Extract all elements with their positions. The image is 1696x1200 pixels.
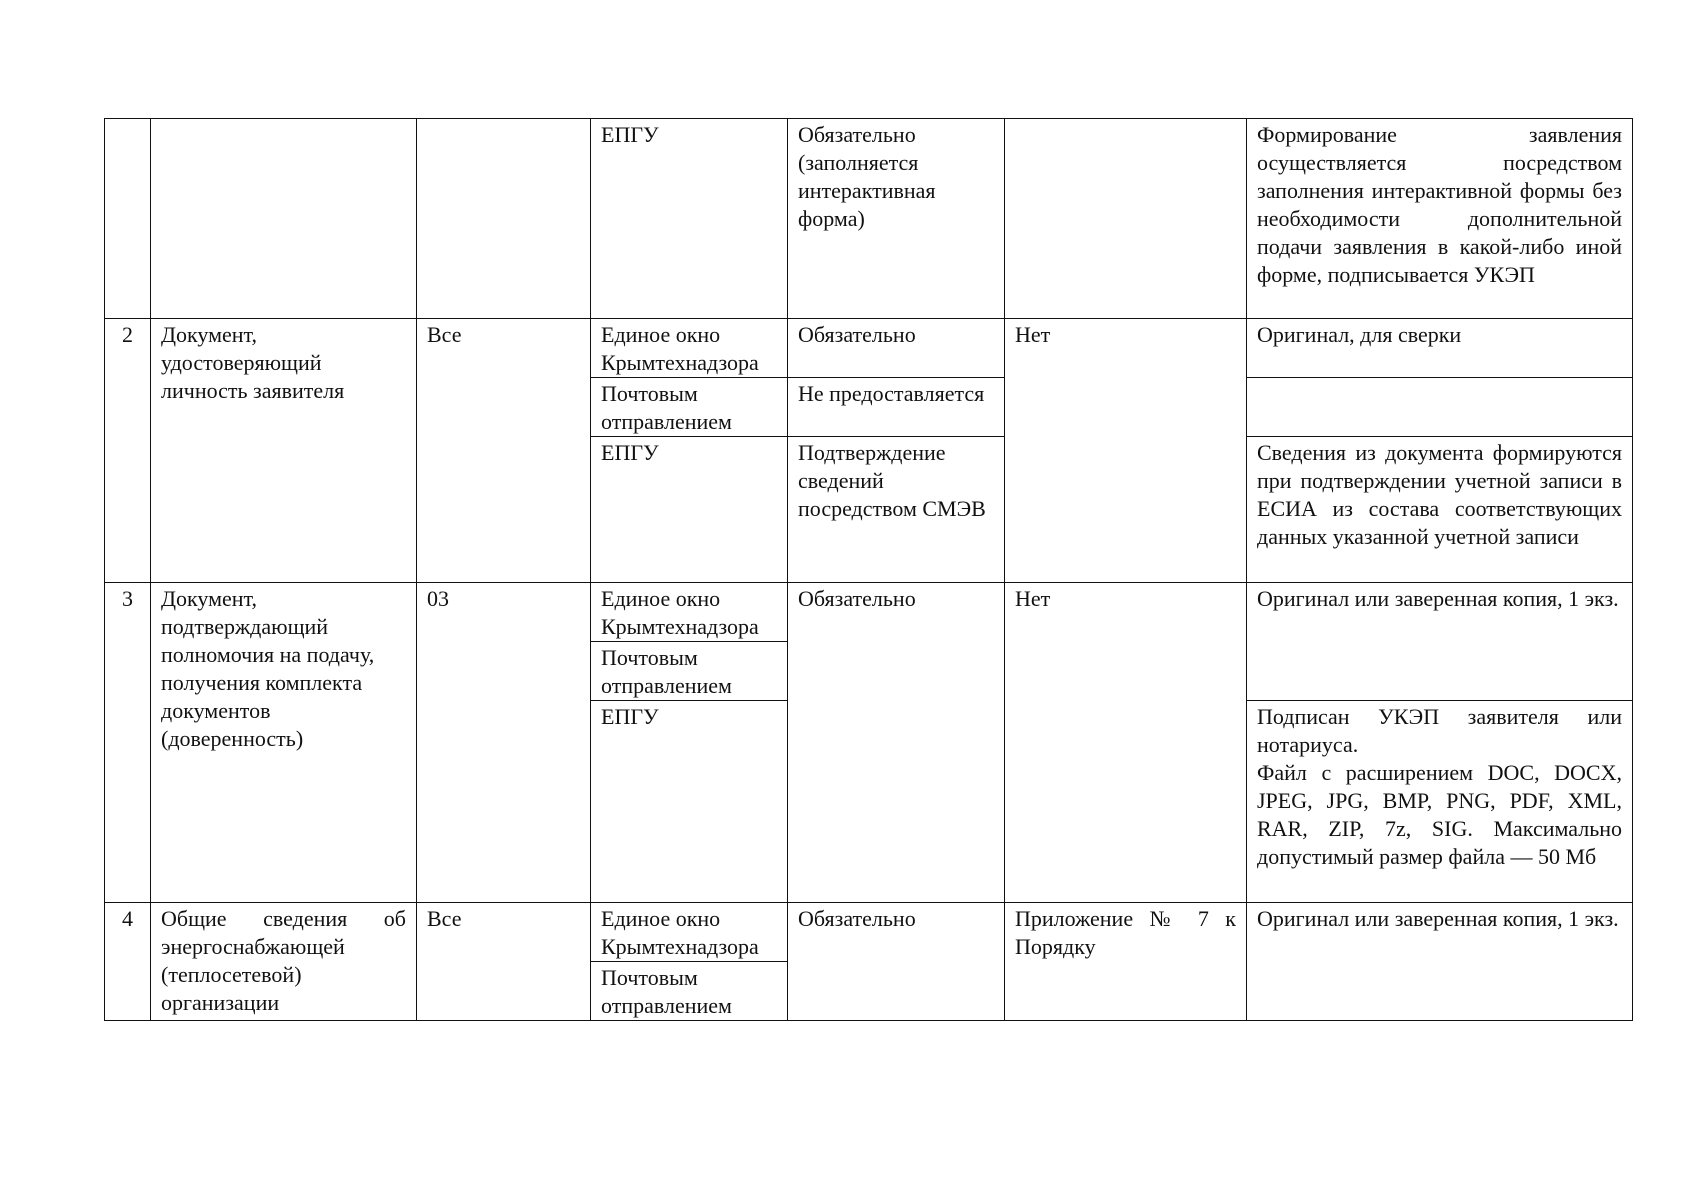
submission-method: ЕПГУ (591, 119, 788, 319)
requirement: Обязательно (788, 583, 1005, 903)
applicant-category: Все (417, 319, 591, 583)
row-number: 4 (105, 903, 151, 1021)
applicant-category: 03 (417, 583, 591, 903)
note: Формирование заявления осуществляется посредством заполнения интерактивной формы без необходимости дополнительной подачи заявления в какой-либо иной форме, подписывается УКЭП (1247, 119, 1633, 319)
documents-table (104, 118, 1633, 1021)
template-reference: Нет (1005, 319, 1247, 583)
submission-method: Единое окно Крымтехнадзора (591, 583, 788, 642)
submission-method: Единое окно Крымтехнадзора (591, 319, 788, 378)
table-row (105, 903, 1633, 962)
requirement: Обязательно (788, 903, 1005, 1021)
submission-method: Почтовым отправлением (591, 642, 788, 701)
applicant-category: Все (417, 903, 591, 1021)
row-number: 3 (105, 583, 151, 903)
note: Оригинал, для сверки (1247, 319, 1633, 378)
requirement: Не предоставляется (788, 378, 1005, 437)
submission-method: ЕПГУ (591, 437, 788, 583)
row-number: 2 (105, 319, 151, 583)
requirement: Обязательно (заполняется интерактивная форма) (788, 119, 1005, 319)
note: Подписан УКЭП заявителя или нотариуса. Файл с расширением DOC, DOCX, JPEG, JPG, BMP, PNG, PDF, XML, RAR, ZIP, 7z, SIG. Максимально допустимый размер файла — 50 Мб (1247, 701, 1633, 903)
note: Сведения из документа формируются при подтверждении учетной записи в ЕСИА из состава соответствующих данных указанной учетной записи (1247, 437, 1633, 583)
note (1247, 378, 1633, 437)
table-row (105, 583, 1633, 642)
note: Оригинал или заверенная копия, 1 экз. (1247, 903, 1633, 1021)
template-reference: Приложение № 7 к Порядку (1005, 903, 1247, 1021)
document-name: Документ, удостоверяющий личность заявителя (151, 319, 417, 583)
row-number (105, 119, 151, 319)
document-name (151, 119, 417, 319)
document-name: Общие сведения об энергоснабжающей (теплосетевой) организации (151, 903, 417, 1021)
submission-method: Единое окно Крымтехнадзора (591, 903, 788, 962)
requirement: Подтверждение сведений посредством СМЭВ (788, 437, 1005, 583)
requirement: Обязательно (788, 319, 1005, 378)
template-reference: Нет (1005, 583, 1247, 903)
note: Оригинал или заверенная копия, 1 экз. (1247, 583, 1633, 701)
submission-method: Почтовым отправлением (591, 378, 788, 437)
submission-method: ЕПГУ (591, 701, 788, 903)
template-reference (1005, 119, 1247, 319)
table-row (105, 119, 1633, 319)
table-row (105, 319, 1633, 378)
document-name: Документ, подтверждающий полномочия на подачу, получения комплекта документов (доверенность) (151, 583, 417, 903)
submission-method: Почтовым отправлением (591, 962, 788, 1021)
applicant-category (417, 119, 591, 319)
